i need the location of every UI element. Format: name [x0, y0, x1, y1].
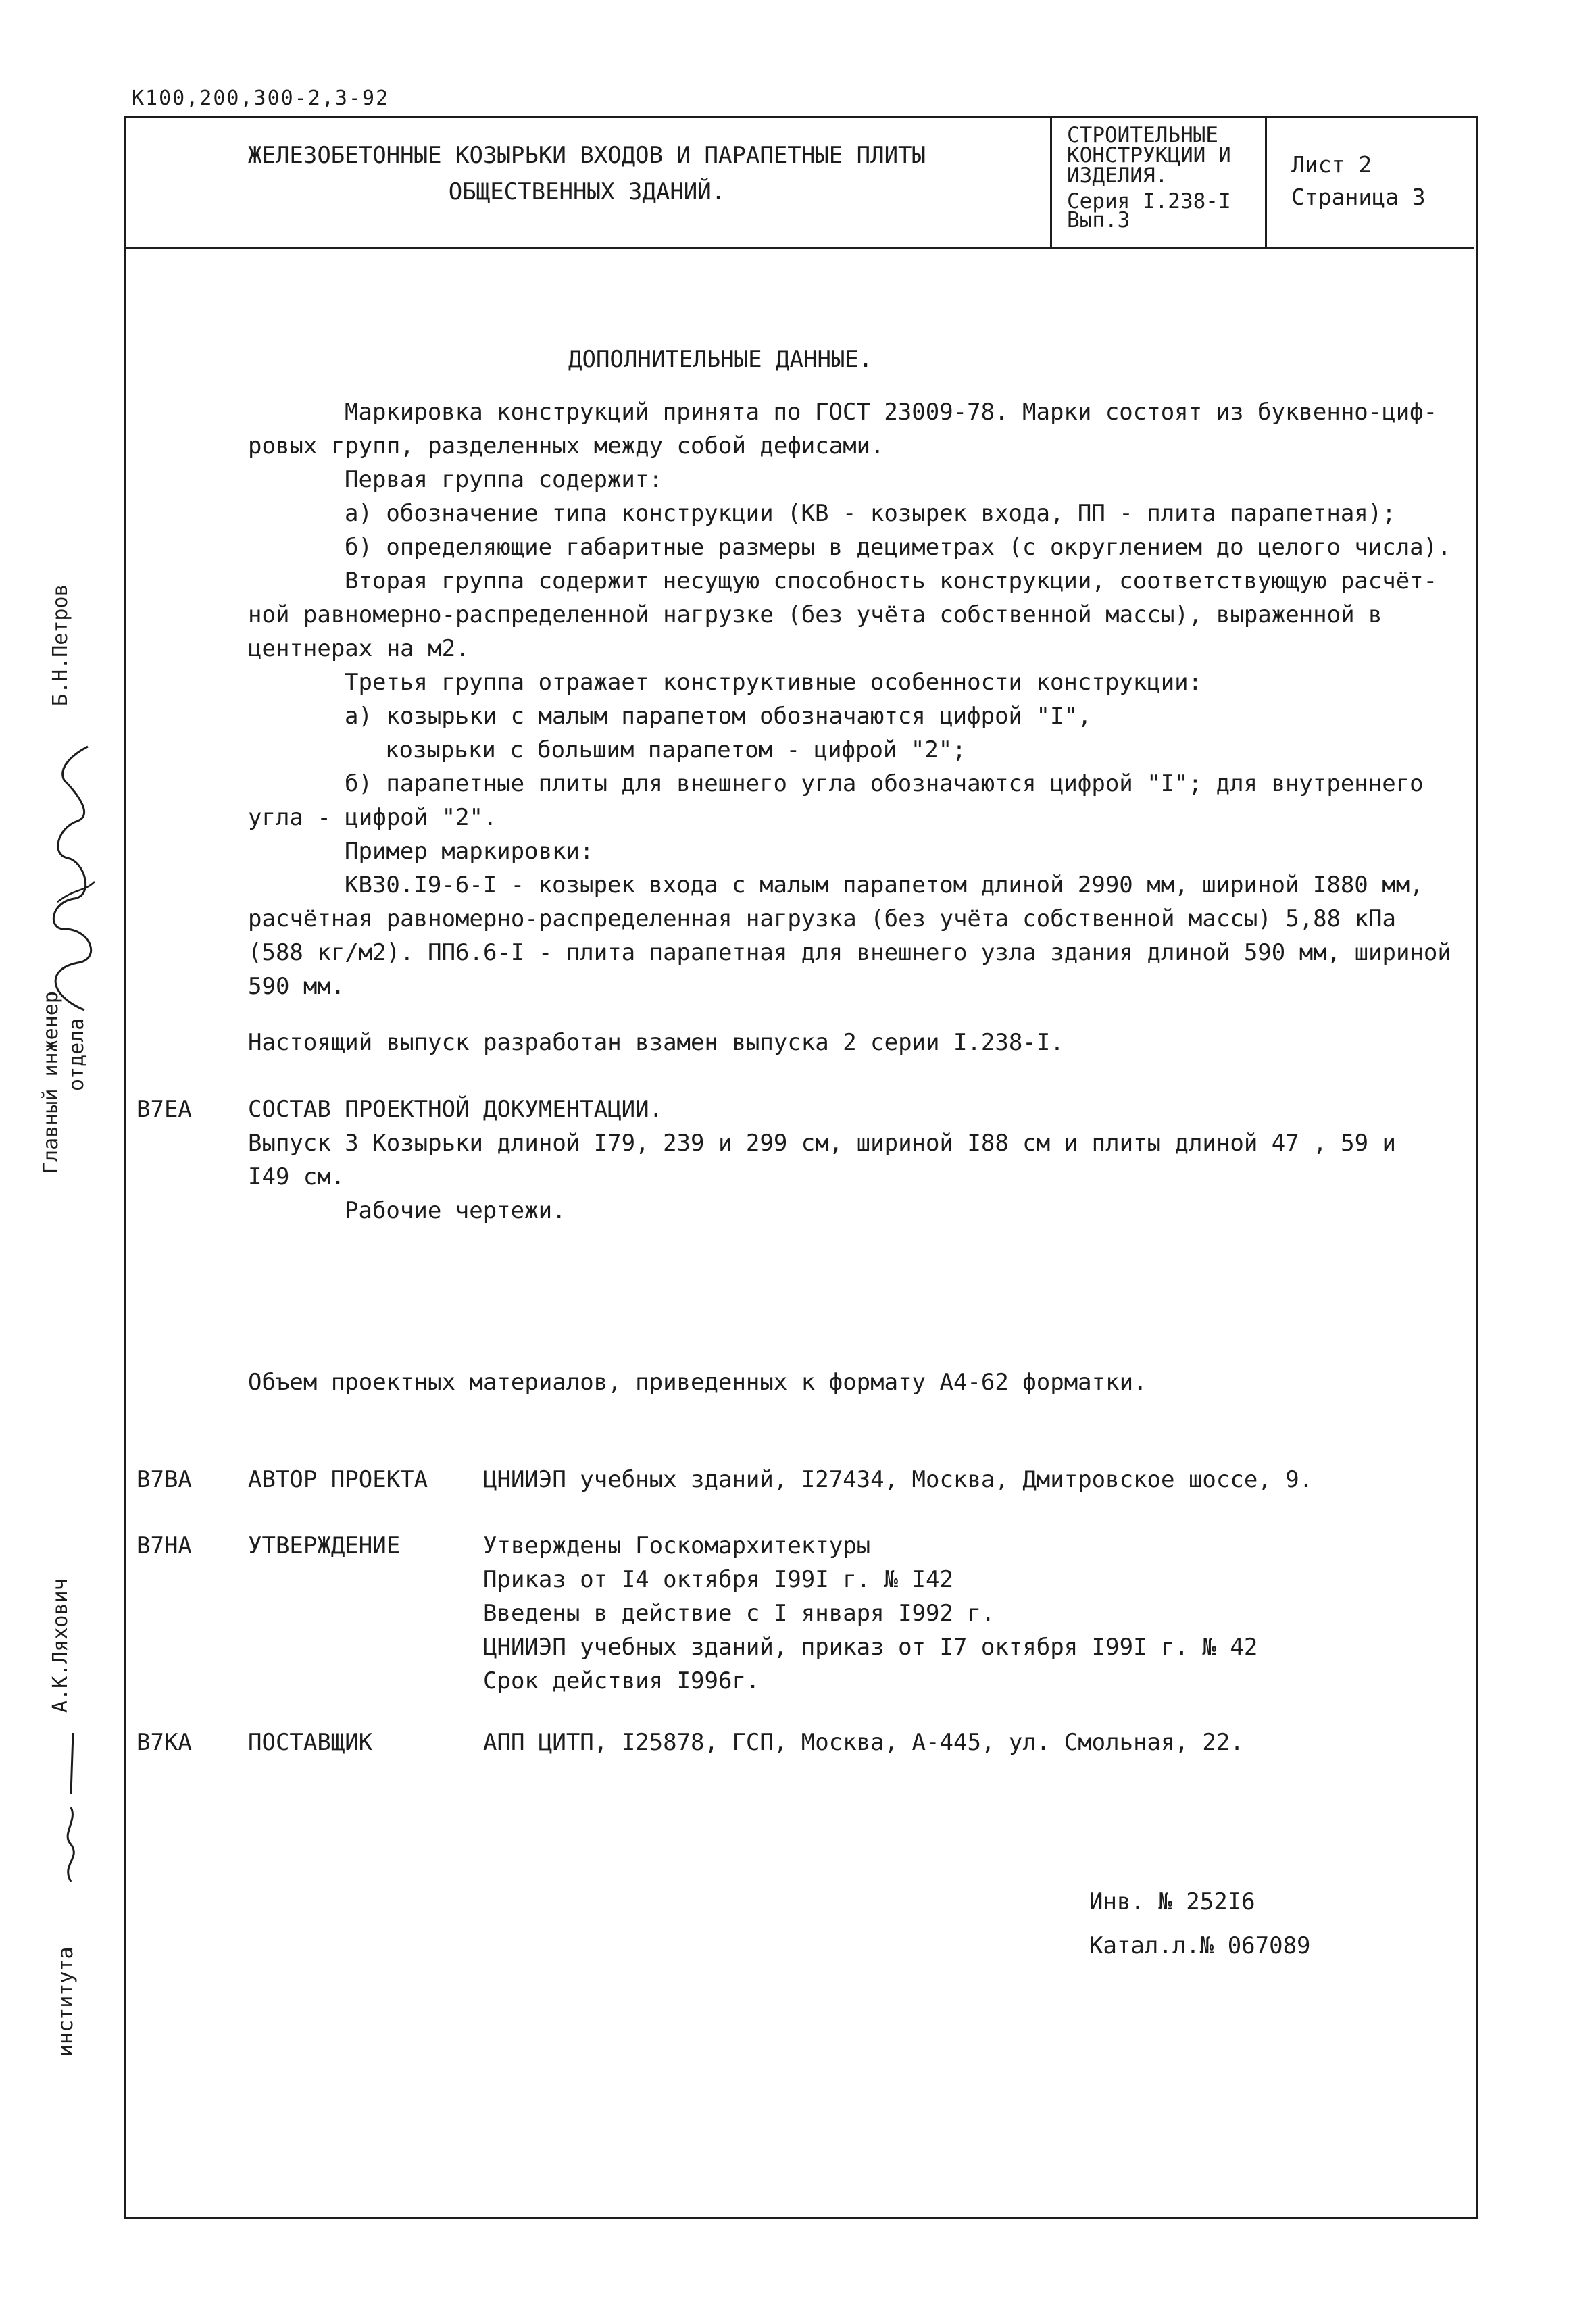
body-line: а) козырьки с малым парапетом обозначаются цифрой "I", — [345, 703, 1092, 730]
supplier-label: ПОСТАВЩИК — [248, 1729, 373, 1756]
body-line: Первая группа содержит: — [345, 466, 663, 493]
side-label-institute: института — [54, 1946, 78, 2057]
body-line: КВ30.I9-6-I - козырек входа с малым парапетом длиной 2990 мм, шириной I880 мм, — [345, 872, 1424, 899]
body-line: угла - цифрой "2". — [248, 804, 497, 831]
body-line: б) определяющие габаритные размеры в дециметрах (с округлением до целого числа). — [345, 534, 1451, 561]
volume-note: Объем проектных материалов, приведенных к формату А4-62 форматки. — [248, 1369, 1147, 1396]
composition-code: В7ЕА — [136, 1096, 192, 1123]
body-line: козырьки с большим парапетом - цифрой "2"; — [385, 736, 966, 763]
composition-title: СОСТАВ ПРОЕКТНОЙ ДОКУМЕНТАЦИИ. — [248, 1096, 664, 1123]
body-line: а) обозначение типа конструкции (КВ - козырек входа, ПП - плита парапетная); — [345, 500, 1396, 527]
approval-line: Срок действия I996г. — [483, 1667, 760, 1694]
approval-line: Утверждены Госкомархитектуры — [483, 1532, 871, 1559]
series-line: Вып.3 — [1067, 208, 1130, 232]
title-line-1: ЖЕЛЕЗОБЕТОННЫЕ КОЗЫРЬКИ ВХОДОВ И ПАРАПЕТНЫЕ ПЛИТЫ — [247, 142, 926, 169]
approval-code: В7НА — [136, 1532, 192, 1559]
author-code: В7ВА — [136, 1466, 192, 1493]
body-line: ровых групп, разделенных между собой дефисами. — [248, 432, 884, 459]
composition-line: I49 см. — [248, 1163, 345, 1190]
body-line: центнерах на м2. — [248, 635, 470, 662]
title-block — [124, 116, 1052, 249]
document-code: К100,200,300-2,3-92 — [132, 86, 390, 110]
sheet-block — [1267, 116, 1474, 249]
series-line: ИЗДЕЛИЯ. — [1067, 164, 1168, 188]
side-label-department: отдела — [65, 1017, 89, 1091]
body-line: Вторая группа содержит несущую способность конструкции, соответствующую расчёт- — [345, 568, 1438, 595]
body-line: Пример маркировки: — [345, 838, 594, 865]
supplier-code: В7КА — [136, 1729, 192, 1756]
composition-line: Выпуск 3 Козырьки длиной I79, 239 и 299 см, шириной I88 см и плиты длиной 47 , 59 и — [248, 1130, 1396, 1157]
body-line: Третья группа отражает конструктивные особенности конструкции: — [345, 669, 1203, 696]
approval-label: УТВЕРЖДЕНИЕ — [248, 1532, 401, 1559]
inventory-number: Инв. № 252I6 — [1089, 1888, 1255, 1915]
signature-petrov — [37, 726, 111, 1024]
body-line: ной равномерно-распределенной нагрузке (без учёта собственной массы), выраженной в — [248, 601, 1382, 628]
supplier-value: АПП ЦИТП, I25878, ГСП, Москва, А-445, ул. Смольная, 22. — [483, 1729, 1244, 1756]
sheet-number: Лист 2 — [1291, 151, 1372, 178]
series-line: Серия I.238-I — [1067, 189, 1231, 213]
signature-lyakhovich — [41, 1719, 101, 1888]
title-line-2: ОБЩЕСТВЕННЫХ ЗДАНИЙ. — [448, 178, 726, 205]
approval-line: Введены в действие с I января I992 г. — [483, 1600, 995, 1627]
series-line: СТРОИТЕЛЬНЫЕ — [1067, 123, 1218, 147]
author-value: ЦНИИЭП учебных зданий, I27434, Москва, Дмитровское шоссе, 9. — [483, 1466, 1314, 1493]
body-line: Маркировка конструкций принята по ГОСТ 23009-78. Марки состоят из буквенно-циф- — [345, 399, 1438, 426]
body-line: б) парапетные плиты для внешнего угла обозначаются цифрой "I"; для внутреннего — [345, 770, 1424, 797]
approval-line: Приказ от I4 октября I99I г. № I42 — [483, 1566, 953, 1593]
body-line: (588 кг/м2). ПП6.6-I - плита парапетная для внешнего узла здания длиной 590 мм, шириной — [248, 939, 1451, 966]
section-title: ДОПОЛНИТЕЛЬНЫЕ ДАННЫЕ. — [568, 346, 873, 373]
body-line: 590 мм. — [248, 973, 345, 1000]
side-label-chief-engineer: Главный инженер — [39, 991, 63, 1174]
body-line: расчётная равномерно-распределенная нагрузка (без учёта собственной массы) 5,88 кПа — [248, 905, 1396, 932]
replacement-note: Настоящий выпуск разработан взамен выпуска 2 серии I.238-I. — [248, 1029, 1064, 1056]
catalog-number: Катал.л.№ 067089 — [1089, 1932, 1311, 1959]
series-line: КОНСТРУКЦИИ И — [1067, 143, 1231, 168]
side-label-petrov: Б.Н.Петров — [49, 584, 72, 706]
approval-line: ЦНИИЭП учебных зданий, приказ от I7 октября I99I г. № 42 — [483, 1634, 1258, 1661]
page-number: Страница 3 — [1291, 184, 1426, 210]
side-label-lyakhovich: А.К.Ляхович — [49, 1578, 72, 1713]
working-drawings: Рабочие чертежи. — [345, 1197, 566, 1224]
author-label: АВТОР ПРОЕКТА — [248, 1466, 428, 1493]
series-block — [1052, 116, 1267, 249]
